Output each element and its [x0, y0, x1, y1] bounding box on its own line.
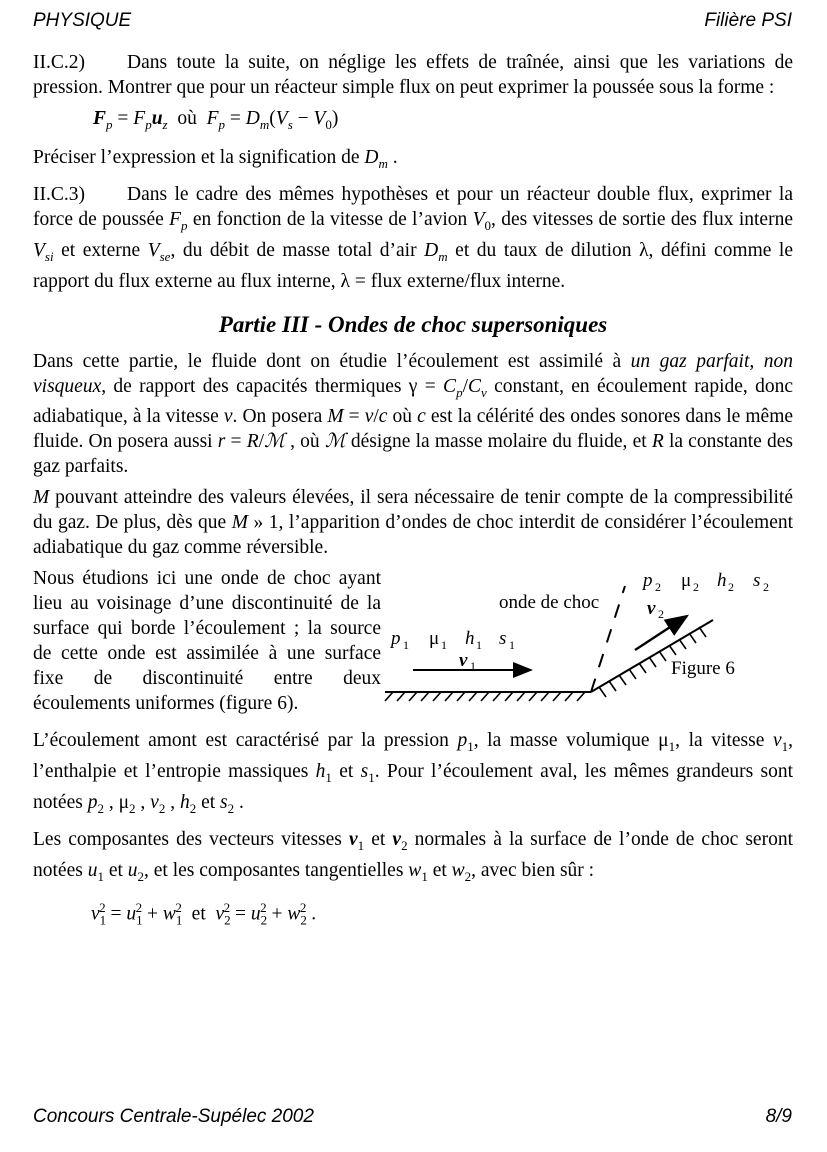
shock-label: onde de choc: [499, 592, 600, 614]
q3-text-5: , du débit de masse total d’air: [170, 239, 417, 261]
q3-text-6: et du taux de dilution λ, défini comme le rapport du flux externe au flux interne, λ = flux externe/flux interne.: [33, 239, 794, 292]
question-label: II.C.2): [33, 52, 85, 73]
label-p2: p: [643, 570, 653, 592]
label-s1: s: [499, 628, 507, 650]
thrust-equation: $F_p = F_pu_z$ où $F_p = D_m(V_s - V_0)$: [93, 108, 339, 132]
header-subject: PHYSIQUE: [33, 10, 132, 31]
p5-c: normales à la surface de l’onde de choc seront notées: [33, 829, 793, 882]
p4-g: et: [201, 792, 216, 814]
label-p1: p: [391, 628, 401, 650]
section-title: Partie III - Ondes de choc supersoniques: [218, 311, 608, 337]
wall-hatching: [385, 692, 585, 701]
label-s2: s: [753, 570, 761, 592]
p1-i: désigne la masse molaire du fluide, et: [350, 431, 647, 453]
p5-g: , avec bien sûr :: [471, 860, 595, 882]
label-mu1: μ: [429, 628, 440, 650]
p1-b: un gaz parfait, non visqueux: [33, 350, 793, 397]
label-v1-sub: 1: [470, 659, 476, 674]
p2-b: , l’apparition d’ondes de choc interdit de considérer l’écoulement adiabatique du gaz comme réversible.: [33, 512, 794, 559]
paragraph-mach: M pouvant atteindre des valeurs élevées, il sera nécessaire de tenir compte de la compressibilité du gaz. De plus, dès que M » 1, l’apparition d’ondes de choc interdit de considérer l’écoulement adiabatique du gaz comme réversible.: [33, 487, 794, 559]
p4-a: L’écoulement amont est caractérisé par la pression: [33, 730, 449, 752]
footer-contest: Concours Centrale-Supélec 2002: [33, 1106, 314, 1127]
label-s1-sub: 1: [509, 638, 515, 653]
q3-text-3: , des vitesses de sortie des flux interne: [491, 208, 793, 230]
p1-h: où: [300, 431, 320, 453]
figure-6: [381, 566, 793, 726]
p1-a: Dans cette partie, le fluide dont on étudie l’écoulement est assimilé à: [33, 350, 622, 372]
p4-c: , la vitesse: [675, 730, 765, 752]
p1-j: la constante des gaz parfaits.: [33, 431, 793, 478]
downstream-labels: [641, 570, 769, 621]
q3-text-4: et externe: [61, 239, 141, 261]
shock-diagram: [381, 566, 793, 726]
paragraph-components: Les composantes des vecteurs vitesses $v_1$ et $v_2$ normales à la surface de l’onde de choc seront notées $u_1$ et $u_2$, et les composantes tangentielles $w_1$ et $w_2$, avec bien sûr :: [33, 829, 793, 884]
p4-f: . Pour l’écoulement aval, les mêmes grandeurs sont notées: [33, 761, 794, 814]
p2-a: pouvant atteindre des valeurs élevées, il sera nécessaire de tenir compte de la compressibilité du gaz. De plus, dès que: [33, 487, 793, 534]
p1-c: , de rapport des capacités thermiques: [101, 375, 402, 397]
question-c2: [33, 50, 793, 100]
label-h1-sub: 1: [476, 638, 482, 653]
p1-e: . On posera: [232, 406, 323, 428]
header-track: Filière PSI: [704, 10, 792, 31]
eq-where: où: [177, 108, 197, 129]
label-mu1-sub: 1: [441, 638, 447, 653]
q3-text-2: en fonction de la vitesse de l’avion: [192, 208, 468, 230]
velocity-equation: $v_1^2 = u_1^2 + w_1^2$ et $v_2^2 = u_2^2 + w_2^2$ .: [91, 899, 317, 928]
paragraph-intro: Dans cette partie, le fluide dont on étudie l’écoulement est assimilé à un gaz parfait, non visqueux, de rapport des capacités thermiques $\gamma = C_p/C_v$ constant, en écoulement rapide, donc adiabatique, à la vitesse v. On posera M = v/c où c est la célérité des ondes sonores dans le même fluide. On posera aussi r = R/ℳ , où ℳ désigne la masse molaire du fluide, et R la constante des gaz parfaits.: [33, 350, 794, 478]
question-c2-followup: Préciser l’expression et la signification de $D_m$ .: [33, 146, 398, 171]
p1-g: est la célérité des ondes sonores dans le même fluide. On posera aussi: [33, 406, 794, 453]
p5-d: et: [108, 860, 123, 882]
label-v2: v: [647, 598, 656, 620]
p1-f: où: [392, 406, 413, 428]
label-h2: h: [717, 570, 727, 592]
label-v1: v: [459, 650, 468, 672]
paragraph-states: L’écoulement amont est caractérisé par la pression $p_1$, la masse volumique $\mu_1$, la vitesse $v_1$, l’enthalpie et l’entropie massiques $h_1$ et $s_1$. Pour l’écoulement aval, les mêmes grandeurs sont notées $p_2$ , $\mu_2$ , $v_2$ , $h_2$ et $s_2$ .: [33, 730, 794, 817]
label-h1: h: [465, 628, 475, 650]
p5-a: Les composantes des vecteurs vitesses: [33, 829, 342, 851]
p5-f: et: [432, 860, 447, 882]
upstream-labels: [389, 628, 515, 673]
paragraph-shock: Nous étudions ici une onde de choc ayant lieu au voisinage d’une discontinuité de la surface qui borde l’écoulement ; la source de cette onde est assimilée à une surface fixe de discontinuité entre deux écoulements uniformes (figure 6).: [33, 568, 381, 715]
label-mu2: μ: [681, 570, 692, 592]
v2-arrow: [635, 616, 687, 650]
figure-row: [33, 566, 793, 726]
p4-d: , l’enthalpie et l’entropie massiques: [33, 730, 793, 783]
label-p1-sub: 1: [403, 638, 409, 653]
q3-text-1: Dans le cadre des mêmes hypothèses et pour un réacteur double flux, exprimer la force de poussée: [33, 183, 793, 230]
document-body: [33, 50, 793, 940]
question-label: II.C.3): [33, 183, 85, 205]
p5-b: et: [371, 829, 386, 851]
followup-text: Préciser l’expression et la signification de: [33, 146, 360, 168]
figure-caption: Figure 6: [671, 658, 735, 680]
p4-e: et: [339, 761, 354, 783]
label-v2-sub: 2: [658, 607, 664, 622]
label-h2-sub: 2: [728, 580, 734, 595]
p1-d: constant, en écoulement rapide, donc adiabatique, à la vitesse: [33, 375, 794, 428]
label-mu2-sub: 2: [693, 580, 699, 595]
footer-page: 8/9: [765, 1106, 792, 1127]
question-c3: II.C.3) Dans le cadre des mêmes hypothèses et pour un réacteur double flux, exprimer la force de poussée $F_p$ en fonction de la vitesse de l’avion $V_0$, des vitesses de sortie des flux interne $V_{si}$ et externe $V_{se}$, du débit de masse total d’air $D_m$ et du taux de dilution λ, défini comme le rapport du flux externe au flux interne, λ = flux externe/flux interne.: [33, 183, 794, 292]
question-text: Dans toute la suite, on néglige les effets de traînée, ainsi que les variations de pression. Montrer que pour un réacteur simple flux on peut exprimer la poussée sous la forme :: [33, 52, 793, 98]
p5-e: , et les composantes tangentielles: [144, 860, 404, 882]
eq-et: et: [191, 903, 206, 925]
p4-b: , la masse volumique: [473, 730, 650, 752]
label-p2-sub: 2: [655, 580, 661, 595]
label-s2-sub: 2: [763, 580, 769, 595]
